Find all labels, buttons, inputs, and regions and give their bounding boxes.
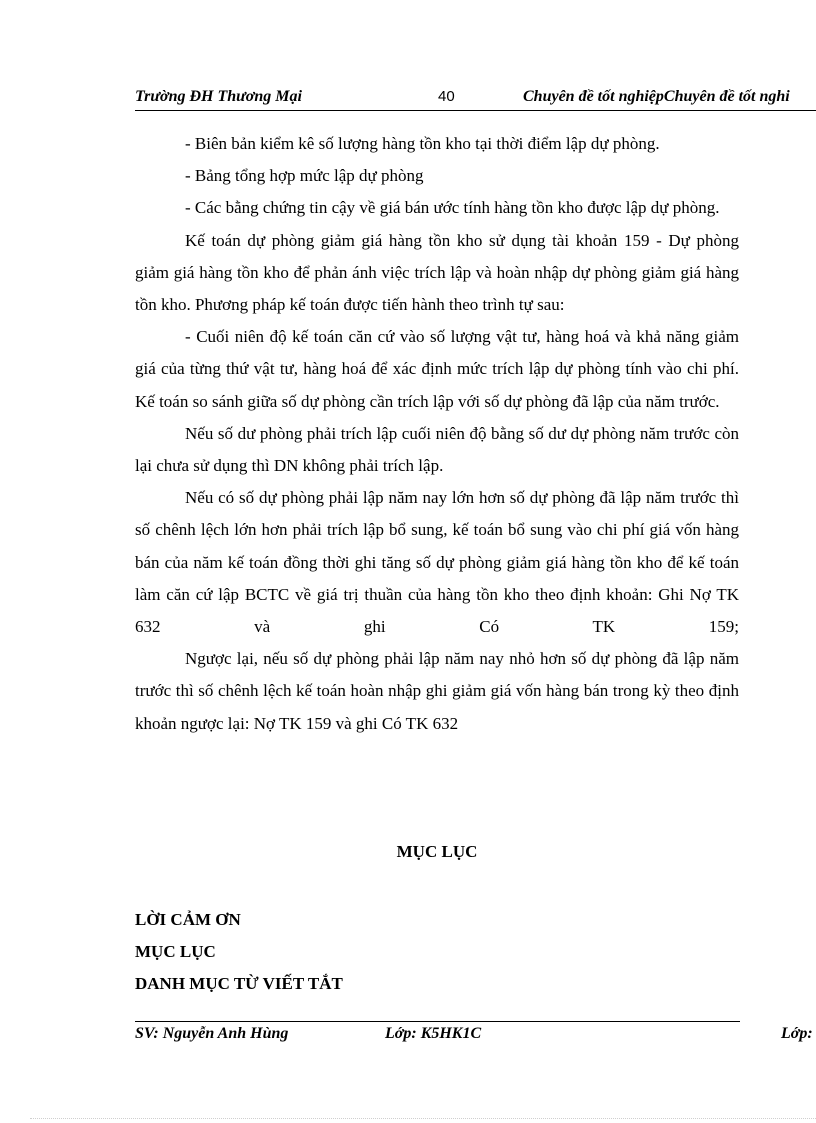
toc-item: MỤC LỤC [135, 942, 216, 961]
page-bottom-border [30, 1118, 816, 1119]
header-topic: Chuyên đề tốt nghiệpChuyên đề tốt nghi [523, 88, 790, 105]
paragraph: - Bảng tổng hợp mức lập dự phòng [185, 166, 424, 186]
toc-item: DANH MỤC TỪ VIẾT TẮT [135, 974, 343, 993]
paragraph: Nếu số dư phòng phải trích lập cuối niên độ bằng số dư dự phòng năm trước còn lại chưa sử dụng thì DN không phải trích lập. [135, 423, 739, 476]
page-footer [135, 1021, 816, 1043]
toc-item: LỜI CẢM ƠN [135, 910, 241, 929]
footer-divider [135, 1021, 740, 1022]
paragraph: - Các bằng chứng tin cậy về giá bán ước tính hàng tồn kho được lập dự phòng. [185, 198, 720, 218]
footer-student: SV: Nguyễn Anh Hùng [135, 1025, 289, 1042]
paragraph: - Biên bản kiểm kê số lượng hàng tồn kho tại thời điểm lập dự phòng. [185, 134, 660, 153]
document-body [135, 128, 739, 740]
footer-class-repeat: Lớp: [781, 1025, 813, 1042]
header-school: Trường ĐH Thương Mại [135, 88, 302, 105]
footer-class: Lớp: K5HK1C [385, 1025, 482, 1042]
paragraph: Nếu có số dự phòng phải lập năm nay lớn hơn số dự phòng đã lập năm trước thì số chênh lệch lớn hơn phải trích lập bổ sung, kế toán bổ sung vào chi phí giá vốn hàng bán của năm kế toán đồng thời ghi tăng số dự phòng giảm giá hàng tồn kho để kế toán làm căn cứ lập BCTC về giá trị thuần của hàng tồn kho theo định khoản: Ghi Nợ TK 632 và ghi Có TK 159; [135, 488, 739, 637]
toc-list [135, 904, 343, 1000]
paragraph: - Cuối niên độ kế toán căn cứ vào số lượng vật tư, hàng hoá và khả năng giảm giá của từng thứ vật tư, hàng hoá để xác định mức trích lập dự phòng tính vào chi phí. Kế toán so sánh giữa số dự phòng cần trích lập với số dự phòng đã lập của năm trước. [135, 327, 739, 411]
paragraph: Kế toán dự phòng giảm giá hàng tồn kho sử dụng tài khoản 159 - Dự phòng giảm giá hàng tồn kho để phản ánh việc trích lập và hoàn nhập dự phòng giảm giá hàng tồn kho. Phương pháp kế toán được tiến hành theo trình tự sau: [135, 230, 739, 315]
page-number: 40 [438, 88, 455, 105]
toc-title: MỤC LỤC [396, 842, 478, 861]
page-header [135, 88, 816, 111]
paragraph: Ngược lại, nếu số dự phòng phải lập năm nay nhỏ hơn số dự phòng đã lập năm trước thì số chênh lệch kế toán hoàn nhập ghi giảm giá vốn hàng bán trong kỳ theo định khoản ngược lại: Nợ TK 159 và ghi Có TK 632 [135, 649, 739, 733]
